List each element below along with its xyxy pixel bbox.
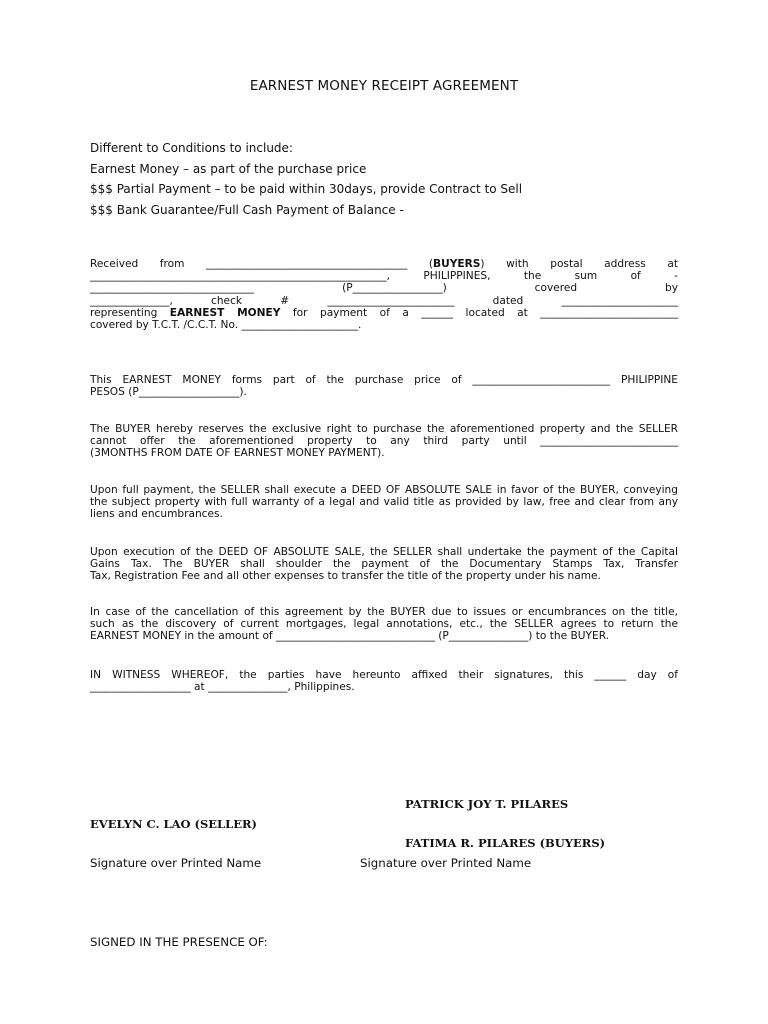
- buyer-name-2: FATIMA R. PILARES (BUYERS): [405, 836, 606, 850]
- condition-line: $$$ Bank Guarantee/Full Cash Payment of Balance -: [90, 202, 404, 217]
- seller-name: EVELYN C. LAO (SELLER): [90, 817, 257, 831]
- conditions-list: [90, 138, 522, 220]
- condition-line: Different to Conditions to include:: [90, 141, 293, 155]
- reserve-paragraph: The BUYER hereby reserves the exclusive right to purchase the aforementioned property and the SELLER cannot offer the aforementioned property to any third party until __________________________ (3MONTHS FROM DATE OF EARNEST MONEY PAYMENT).: [90, 423, 678, 460]
- condition-line: Earnest Money – as part of the purchase price: [90, 161, 367, 176]
- received-line-2: ________________________________________________________, PHILIPPINES, the sum of -: [90, 270, 678, 283]
- earnest-money-label: EARNEST MONEY: [169, 306, 281, 319]
- cancellation-paragraph: In case of the cancellation of this agreement by the BUYER due to issues or encumbrances on the title, such as the discovery of current mortgages, legal annotations, etc., the SELLER agrees to return the EARNEST MONEY in the amount of ______________________________ (P_______________) to the BUYER.: [90, 606, 678, 643]
- witness-paragraph: IN WITNESS WHEREOF, the parties have hereunto affixed their signatures, this ______ day of ___________________ at _______________, Philippines.: [90, 669, 678, 694]
- received-line-6: covered by T.C.T. /C.C.T. No. ______________________.: [90, 319, 362, 332]
- price-paragraph: This EARNEST MONEY forms part of the purchase price of __________________________ PHILIPPINE PESOS (P___________________).: [90, 374, 678, 399]
- received-line-5: representing EARNEST MONEY for payment of a ______ located at __________________________: [90, 306, 678, 319]
- received-line-3: _______________________________ (P_________________) covered by: [90, 282, 678, 295]
- received-paragraph: [90, 258, 678, 331]
- buyer-name-1: PATRICK JOY T. PILARES: [405, 797, 569, 811]
- document-title: EARNEST MONEY RECEIPT AGREEMENT: [249, 78, 519, 94]
- received-line-4: _______________, check # ________________________ dated ______________________: [90, 294, 678, 307]
- condition-line: $$$ Partial Payment – to be paid within 30days, provide Contract to Sell: [90, 182, 523, 196]
- received-line-1: Received from ______________________________________ (BUYERS) with postal address at: [90, 258, 678, 270]
- seller-signature-label: Signature over Printed Name: [90, 856, 262, 870]
- signed-presence-label: SIGNED IN THE PRESENCE OF:: [90, 935, 268, 949]
- buyer-signature-label: Signature over Printed Name: [360, 856, 532, 870]
- buyers-label: BUYERS: [433, 258, 481, 270]
- deed-paragraph: Upon execution of the DEED OF ABSOLUTE SALE, the SELLER shall undertake the payment of the Capital Gains Tax. The BUYER shall shoulder the payment of the Documentary Stamps Tax, Transfer Tax, Registration Fee and all other expenses to transfer the title of the property under his name.: [90, 546, 678, 583]
- full-payment-paragraph: Upon full payment, the SELLER shall execute a DEED OF ABSOLUTE SALE in favor of the BUYER, conveying the subject property with full warranty of a legal and valid title as provided by law, free and clear from any liens and encumbrances.: [90, 484, 678, 521]
